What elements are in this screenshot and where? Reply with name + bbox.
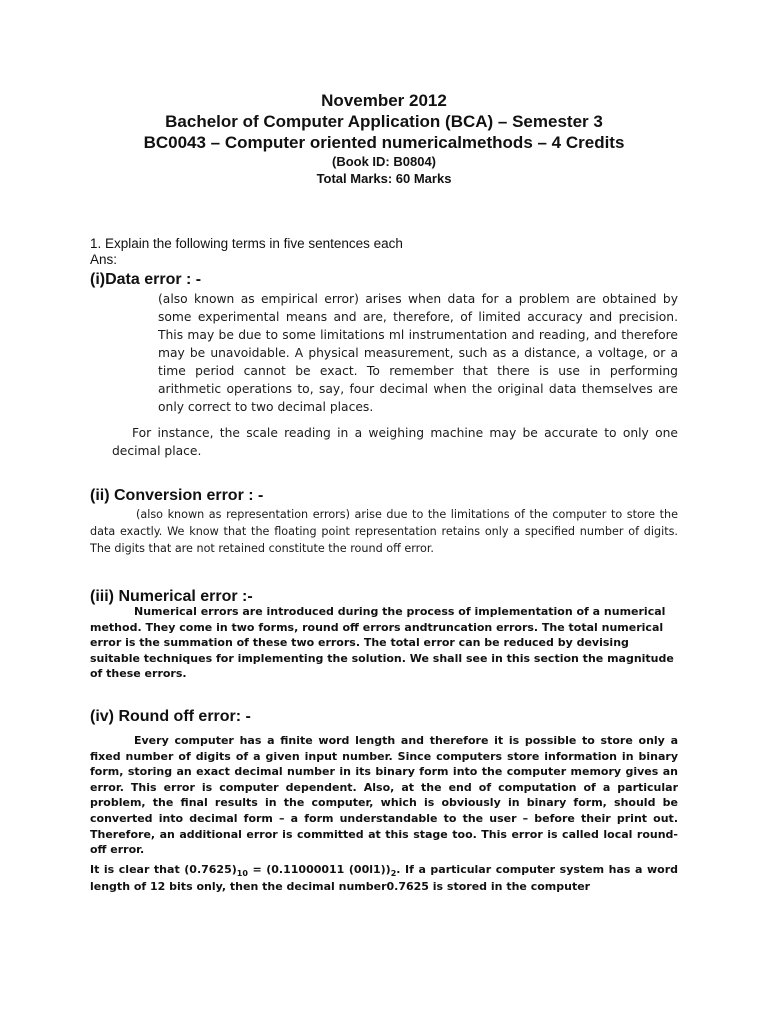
conversion-error-heading: (ii) Conversion error : - <box>90 487 264 504</box>
binary-value: (0.11000011 (00l1)) <box>266 863 391 876</box>
decimal-value: (0.7625) <box>184 863 237 876</box>
numerical-error-body: Numerical errors are introduced during the process of implementation of a numerical method. They come in two forms, round off errors andtruncation errors. The total numerical error is the summation of these two errors. The total error can be reduced by devising suitable techniques for implementing the solution. We shall see in this section the magnitude of these errors. <box>90 605 674 680</box>
course-title: BC0043 – Computer oriented numericalmethods – 4 Credits <box>143 133 625 152</box>
round-off-error-body: Every computer has a finite word length and therefore it is possible to store only a fixed number of digits of a given input number. Since computers store information in binary form, storing an exact decimal number in its binary form into the computer memory gives an error. This error is computer dependent. Also, at the end of computation of a particular problem, the final results in the computer, which is obviously in binary form, should be converted into decimal form – a form understandable to the user – before their print out. Therefore, an additional error is committed at this stage too. This error is called local round-off error. <box>90 734 678 857</box>
conversion-error-body: (also known as representation errors) arise due to the limitations of the computer to store the data exactly. We know that the floating point representation retains only a specified number of digits. The digits that are not retained constitute the round off error. <box>90 508 678 555</box>
data-error-heading: (i)Data error : - <box>90 271 202 288</box>
data-error-instance: For instance, the scale reading in a weighing machine may be accurate to only one decimal place. <box>112 426 678 458</box>
round-off-error-heading: (iv) Round off error: - <box>90 708 251 725</box>
programme-title: Bachelor of Computer Application (BCA) – Semester 3 <box>165 112 603 131</box>
example-prefix: It is clear that <box>90 863 185 876</box>
numerical-error-heading: (iii) Numerical error :- <box>90 588 253 605</box>
base-10-subscript: 10 <box>236 869 248 879</box>
total-marks: Total Marks: 60 Marks <box>316 171 452 186</box>
exam-date: November 2012 <box>321 91 447 110</box>
book-id: (Book ID: B0804) <box>331 154 437 169</box>
data-error-body: (also known as empirical error) arises when data for a problem are obtained by some experimental means and are, therefore, of limited accuracy and precision. This may be due to some limitations ml instrumentation and reading, and therefore may be unavoidable. A physical measurement, such as a distance, a voltage, or a time period cannot be exact. To remember that there is use in performing arithmetic operations to, say, four decimal when the original data themselves are only correct to two decimal places. <box>158 292 678 414</box>
answer-label: Ans: <box>90 252 118 267</box>
question-text: 1. Explain the following terms in five sentences each <box>90 236 403 251</box>
binary-example-paragraph <box>90 861 678 895</box>
document-header <box>0 90 768 187</box>
example-suffix: . If a particular computer system has a word length of 12 bits only, then the decimal number0.7625 is stored in the computer <box>90 863 679 893</box>
base-2-subscript: 2 <box>390 869 397 879</box>
equals-sign: = <box>247 863 267 876</box>
